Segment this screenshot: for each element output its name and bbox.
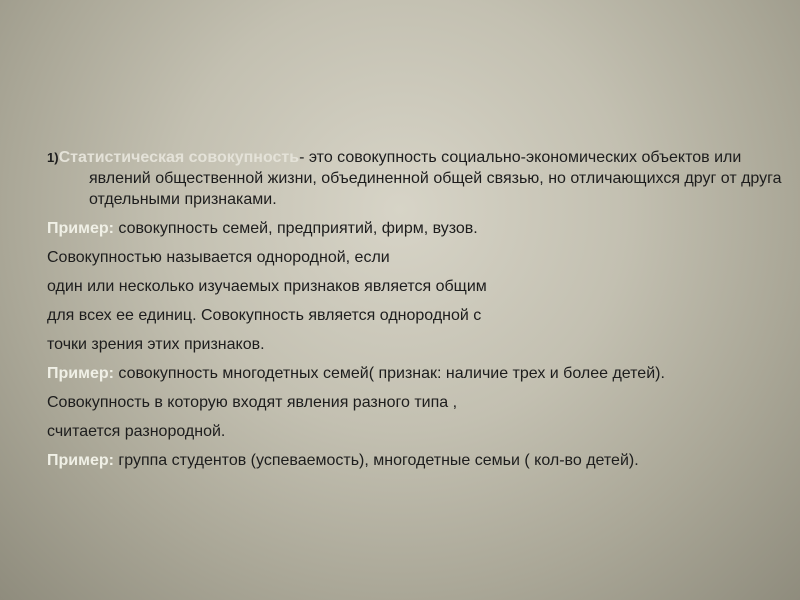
example-label: Пример: — [47, 220, 114, 237]
text-line: Совокупностью называется однородной, если — [47, 249, 390, 266]
example-text: совокупность семей, предприятий, фирм, вузов. — [113, 220, 478, 237]
text-line: для всех ее единиц. Совокупность является однородной с — [47, 307, 482, 324]
example-text: совокупность многодетных семей( признак: наличие трех и более детей). — [113, 365, 665, 382]
example-text: группа студентов (успеваемость), многодетные семьи ( кол-во детей). — [113, 452, 639, 469]
example-paragraph-2 — [47, 363, 782, 384]
defined-term: Статистическая совокупность — [58, 149, 300, 166]
text-line: один или несколько изучаемых признаков является общим — [47, 278, 487, 295]
example-paragraph-3 — [47, 450, 782, 471]
slide-body — [47, 147, 782, 479]
text-line: Совокупность в которую входят явления разного типа , — [47, 394, 458, 411]
definition-paragraph — [47, 147, 782, 210]
definition-text: - это совокупность социально-экономических объектов или явлений общественной жизни, объединенной общей связью, но отличающихся друг от друга отдельными признаками. — [89, 149, 782, 208]
item-number: 1) — [47, 150, 59, 165]
example-paragraph-1 — [47, 218, 782, 239]
text-line: считается разнородной. — [47, 423, 226, 440]
example-label: Пример: — [47, 452, 114, 469]
example-label: Пример: — [47, 365, 114, 382]
text-line: точки зрения этих признаков. — [47, 336, 265, 353]
